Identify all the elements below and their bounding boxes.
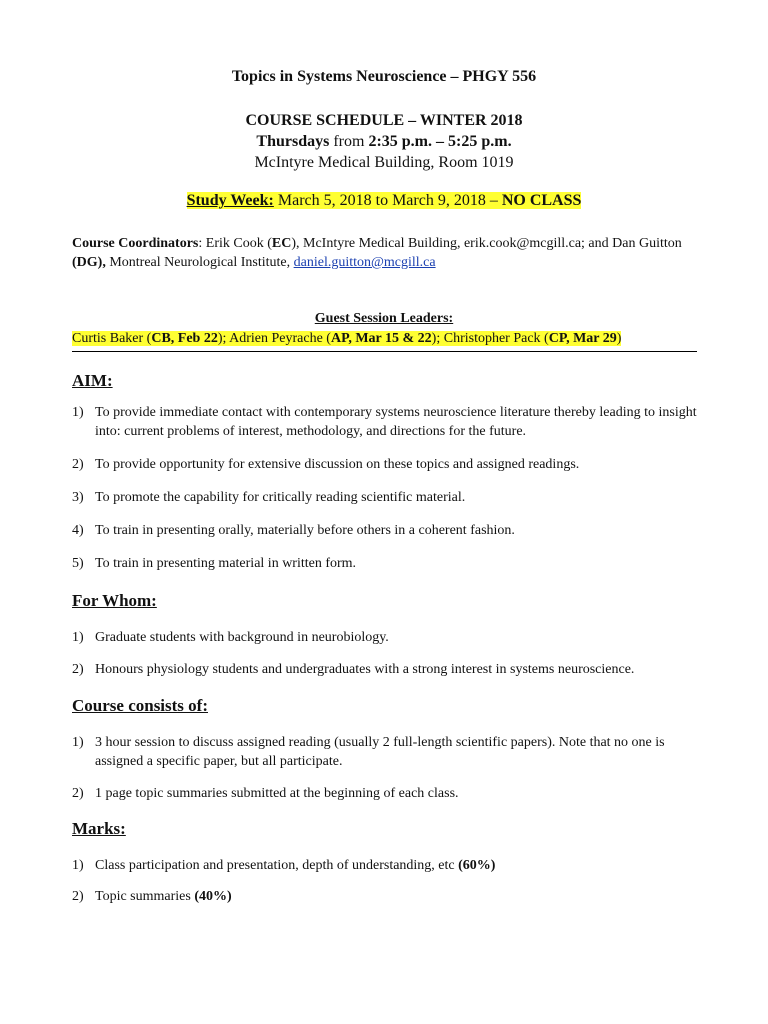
study-week-dates: March 5, 2018 to March 9, 2018 – <box>273 192 502 209</box>
coordinators-paragraph <box>72 234 700 272</box>
marks-percent: (40%) <box>194 889 232 904</box>
guest-leaders-list <box>72 329 621 348</box>
consists-item: 2) 1 page topic summaries submitted at the beginning of each class. <box>72 786 459 801</box>
guest-leaders-title: Guest Session Leaders: <box>314 311 454 326</box>
class-location: McIntyre Medical Building, Room 1019 <box>254 154 514 171</box>
marks-item: 1) Class participation and presentation, depth of understanding, etc (60%) <box>72 858 496 873</box>
schedule-block <box>0 110 768 173</box>
coordinators-label: Course Coordinators <box>72 236 199 251</box>
course-consists-heading: Course consists of: <box>72 696 208 715</box>
guest-sep-3: ) <box>616 331 622 346</box>
consists-item: 1) 3 hour session to discuss assigned reading (usually 2 full-length scientific papers). Note that no one is assigned a specific paper, but all participate. <box>72 735 665 769</box>
guest-sep-2: ); <box>431 331 444 346</box>
guest-pack-tag: CP, Mar 29 <box>548 331 617 346</box>
for-whom-item: 2) Honours physiology students and undergraduates with a strong interest in systems neuroscience. <box>72 662 635 677</box>
marks-heading: Marks: <box>72 819 126 838</box>
coordinator-dg: (DG), <box>72 255 106 270</box>
aim-item: 4) To train in presenting orally, materially before others in a coherent fashion. <box>72 523 515 538</box>
for-whom-heading: For Whom: <box>72 591 157 610</box>
class-time <box>0 131 768 152</box>
guest-baker: Curtis Baker ( <box>72 331 152 346</box>
coordinators-text-1: : Erik Cook ( <box>198 236 272 251</box>
coordinators-text-3: Montreal Neurological Institute, <box>105 255 294 270</box>
aim-heading: AIM: <box>72 371 113 390</box>
class-days: Thursdays <box>256 133 330 150</box>
course-title: Topics in Systems Neuroscience – PHGY 556 <box>231 68 537 85</box>
guest-baker-tag: CB, Feb 22 <box>151 331 218 346</box>
coordinators-text-2: ), McIntyre Medical Building, erik.cook@mcgill.ca; and Dan Guitton <box>291 236 682 251</box>
for-whom-item: 1) Graduate students with background in neurobiology. <box>72 630 389 645</box>
no-class-label: NO CLASS <box>501 192 582 209</box>
guest-pack: Christopher Pack ( <box>443 331 549 346</box>
coordinator-ec: EC <box>271 236 292 251</box>
divider-line <box>72 351 697 352</box>
marks-percent: (60%) <box>458 858 496 873</box>
study-week-notice <box>0 192 768 210</box>
study-week-label: Study Week: <box>186 192 274 209</box>
class-hours: 2:35 p.m. – 5:25 p.m. <box>368 133 512 150</box>
aim-item: 3) To promote the capability for critically reading scientific material. <box>72 490 466 505</box>
aim-item: 2) To provide opportunity for extensive discussion on these topics and assigned readings. <box>72 457 580 472</box>
aim-item: 1) To provide immediate contact with contemporary systems neuroscience literature thereby leading to insight into: current problems of interest, methodology, and directions for the future. <box>72 405 697 439</box>
guest-peyrache: Adrien Peyrache ( <box>229 331 331 346</box>
class-from: from <box>329 133 369 150</box>
marks-item: 2) Topic summaries (40%) <box>72 889 232 904</box>
guitton-email-link[interactable]: daniel.guitton@mcgill.ca <box>293 255 436 270</box>
aim-item: 5) To train in presenting material in written form. <box>72 556 357 571</box>
guest-sep-1: ); <box>217 331 230 346</box>
guest-peyrache-tag: AP, Mar 15 & 22 <box>330 331 432 346</box>
schedule-heading: COURSE SCHEDULE – WINTER 2018 <box>245 112 523 129</box>
